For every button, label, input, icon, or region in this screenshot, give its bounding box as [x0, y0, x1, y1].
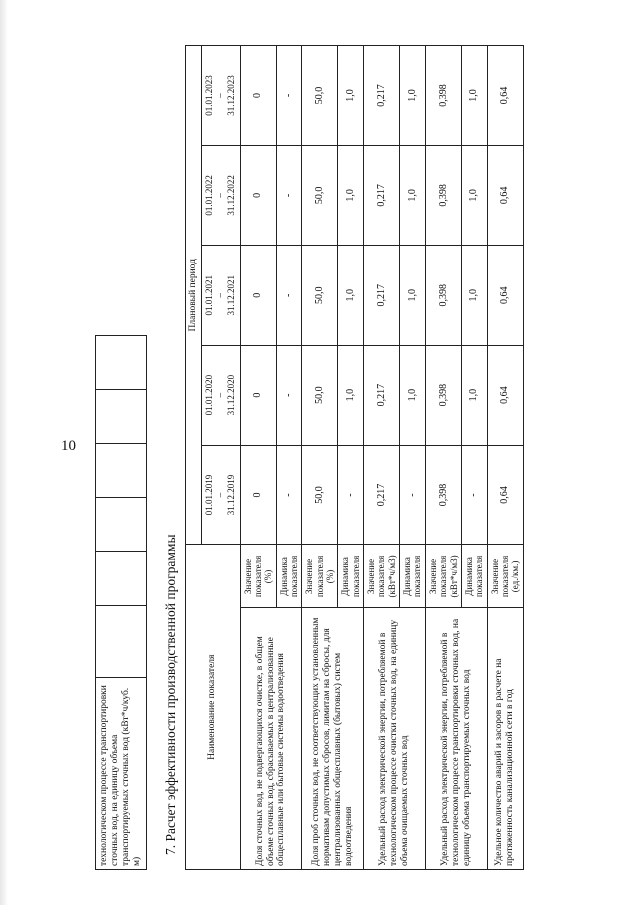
dynamic-cell: 1,0	[338, 145, 364, 245]
indicator-name: Удельный расход электрической энергии, потребляемой в технологическом процессе транспортировки сточных вод, на единицу объема транспортируемых сточных вод	[425, 608, 487, 870]
value-cell: 50,0	[302, 245, 338, 345]
page-number: 10	[61, 438, 76, 454]
efficiency-table	[185, 45, 524, 870]
section-heading: 7. Расчет эффективности производственной программы	[163, 534, 178, 855]
table-row	[487, 46, 523, 870]
dynamic-label: Динамика показателя	[276, 545, 302, 608]
empty-cell	[96, 552, 147, 606]
period-2019: 01.01.2019 – 31.12.2019	[201, 445, 240, 545]
value-cell: 0,217	[364, 245, 400, 345]
dynamic-cell: 1,0	[461, 46, 487, 146]
empty-cell	[96, 390, 147, 444]
empty-cell	[96, 444, 147, 498]
table-row	[302, 46, 338, 870]
empty-cell	[96, 498, 147, 552]
dynamic-cell: -	[400, 445, 426, 545]
value-cell: 0,398	[425, 46, 461, 146]
value-cell: 0,217	[364, 345, 400, 445]
table-row	[240, 46, 276, 870]
empty-cell	[96, 606, 147, 678]
value-cell: 0,217	[364, 445, 400, 545]
value-cell: 0	[240, 345, 276, 445]
value-label: Значение показателя (кВт*ч/м3)	[425, 545, 461, 608]
continuation-name-cell: технологическом процессе транспортировки сточных вод, на единицу объема транспортируемых сточных вод (кВт*ч/куб. м)	[96, 678, 147, 870]
value-cell: 0	[240, 245, 276, 345]
dynamic-cell: 1,0	[400, 245, 426, 345]
dynamic-cell: 1,0	[461, 245, 487, 345]
dynamic-cell: -	[461, 445, 487, 545]
scan-edge	[0, 0, 8, 905]
dynamic-label: Динамика показателя	[461, 545, 487, 608]
empty-cell	[96, 336, 147, 390]
header-indicator-name: Наименование показателя	[186, 545, 241, 870]
continuation-table	[95, 335, 147, 870]
value-cell: 50,0	[302, 145, 338, 245]
value-cell: 0,64	[487, 245, 523, 345]
value-label: Значение показателя (%)	[240, 545, 276, 608]
period-2023: 01.01.2023 – 31.12.2023	[201, 46, 240, 146]
dynamic-cell: -	[276, 445, 302, 545]
value-cell: 0,217	[364, 46, 400, 146]
value-cell: 0	[240, 445, 276, 545]
value-cell: 0,398	[425, 345, 461, 445]
rotated-page-content	[95, 45, 635, 870]
header-row	[186, 46, 202, 870]
indicator-name: Доля сточных вод, не подвергающихся очистке, в общем объеме сточных вод, сбрасываемых в централизованные общесплавные или бытовые системы водоотведения	[240, 608, 302, 870]
value-cell: 0,64	[487, 445, 523, 545]
dynamic-cell: -	[276, 345, 302, 445]
value-cell: 50,0	[302, 445, 338, 545]
dynamic-cell: 1,0	[461, 145, 487, 245]
value-cell: 0,64	[487, 345, 523, 445]
dynamic-cell: 1,0	[400, 145, 426, 245]
value-label: Значение показателя (кВт*ч/м3)	[364, 545, 400, 608]
header-plan-period: Плановый период	[186, 46, 202, 545]
value-cell: 0,398	[425, 145, 461, 245]
period-2021: 01.01.2021 – 31.12.2021	[201, 245, 240, 345]
dynamic-cell: 1,0	[338, 345, 364, 445]
continuation-row	[96, 336, 147, 870]
table-row	[364, 46, 400, 870]
value-label: Значение показателя (%)	[302, 545, 338, 608]
dynamic-cell: 1,0	[400, 345, 426, 445]
period-2022: 01.01.2022 – 31.12.2022	[201, 145, 240, 245]
value-cell: 0	[240, 145, 276, 245]
value-cell: 0,64	[487, 46, 523, 146]
dynamic-cell: 1,0	[338, 245, 364, 345]
value-cell: 50,0	[302, 345, 338, 445]
dynamic-cell: 1,0	[338, 46, 364, 146]
dynamic-cell: 1,0	[461, 345, 487, 445]
dynamic-cell: -	[276, 145, 302, 245]
value-label: Значение показателя (ед./км.)	[487, 545, 523, 608]
value-cell: 0,398	[425, 245, 461, 345]
value-cell: 0	[240, 46, 276, 146]
value-cell: 50,0	[302, 46, 338, 146]
dynamic-cell: -	[276, 245, 302, 345]
table-row	[425, 46, 461, 870]
dynamic-label: Динамика показателя	[400, 545, 426, 608]
period-2020: 01.01.2020 – 31.12.2020	[201, 345, 240, 445]
value-cell: 0,217	[364, 145, 400, 245]
dynamic-cell: 1,0	[400, 46, 426, 146]
value-cell: 0,64	[487, 145, 523, 245]
dynamic-cell: -	[338, 445, 364, 545]
indicator-name: Удельный расход электрической энергии, потребляемой в технологическом процессе очистки сточных вод, на единицу объема очищаемых сточных вод	[364, 608, 426, 870]
value-cell: 0,398	[425, 445, 461, 545]
indicator-name: Доля проб сточных вод, не соответствующих установленным нормативам допустимых сбросов, лимитам на сбросы, для централизованных общесплавных (бытовых) систем водоотведения	[302, 608, 364, 870]
dynamic-label: Динамика показателя	[338, 545, 364, 608]
dynamic-cell: -	[276, 46, 302, 146]
indicator-name: Удельное количество аварий и засоров в расчете на протяженность канализационной сети в год	[487, 608, 523, 870]
